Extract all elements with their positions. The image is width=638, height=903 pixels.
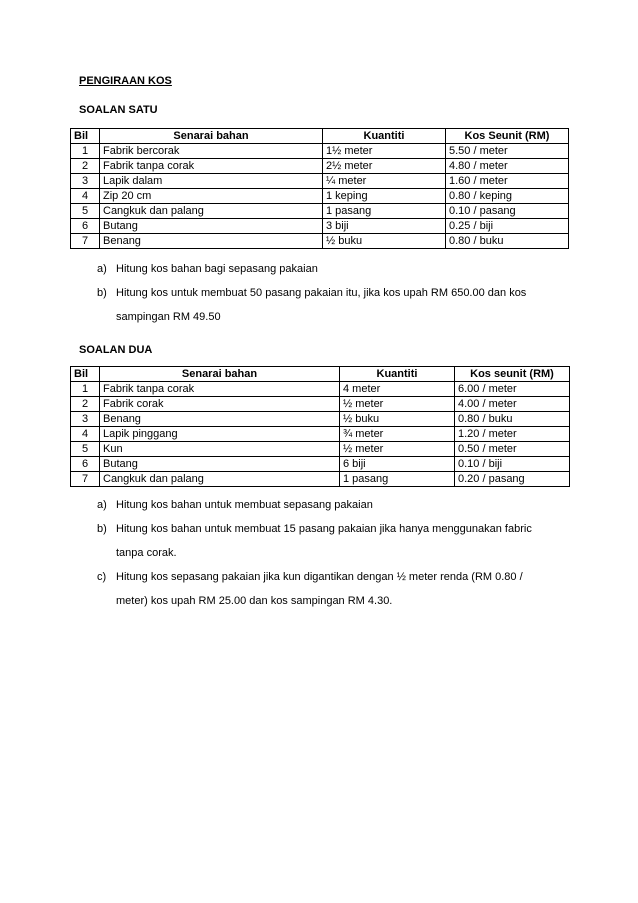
question-text: Hitung kos untuk membuat 50 pasang pakaian itu, jika kos upah RM 650.00 dan kos: [116, 287, 527, 299]
cell-kos: 4.80 / meter: [446, 159, 569, 174]
table-header-row: [71, 367, 570, 382]
cell-kuantiti: 1½ meter: [323, 144, 446, 159]
cell-bil: 6: [71, 457, 100, 472]
section1-questions: [97, 259, 526, 328]
question-text: Hitung kos bahan bagi sepasang pakaian: [116, 263, 318, 275]
header-kuantiti: Kuantiti: [340, 367, 455, 382]
question-marker: b): [97, 523, 107, 535]
cell-bahan: Zip 20 cm: [100, 189, 323, 204]
cell-kos: 4.00 / meter: [455, 397, 570, 412]
cell-bahan: Lapik dalam: [100, 174, 323, 189]
cell-bil: 5: [71, 204, 100, 219]
section1-title: SOALAN SATU: [79, 104, 158, 116]
question-text-continued: meter) kos upah RM 25.00 dan kos sampingan RM 4.30.: [116, 595, 393, 607]
cell-kuantiti: 4 meter: [340, 382, 455, 397]
cell-kos: 0.10 / pasang: [446, 204, 569, 219]
cell-kos: 0.80 / buku: [446, 234, 569, 249]
section2-questions: [97, 495, 532, 612]
table-row: [71, 427, 570, 442]
cell-kos: 0.50 / meter: [455, 442, 570, 457]
table-row: [71, 382, 570, 397]
list-item: [97, 519, 532, 564]
question-marker: a): [97, 263, 107, 275]
cell-bil: 2: [71, 397, 100, 412]
header-kos-seunit: Kos Seunit (RM): [446, 129, 569, 144]
header-kuantiti: Kuantiti: [323, 129, 446, 144]
section1-table: [70, 128, 569, 249]
cell-kos: 0.80 / buku: [455, 412, 570, 427]
cell-bil: 1: [71, 144, 100, 159]
table-row: [71, 472, 570, 487]
header-senarai-bahan: Senarai bahan: [100, 367, 340, 382]
cell-kuantiti: 1 pasang: [340, 472, 455, 487]
header-senarai-bahan: Senarai bahan: [100, 129, 323, 144]
header-bil: Bil: [71, 367, 100, 382]
cell-bahan: Benang: [100, 412, 340, 427]
cell-bahan: Fabrik tanpa corak: [100, 382, 340, 397]
cell-bahan: Fabrik bercorak: [100, 144, 323, 159]
cell-bil: 3: [71, 174, 100, 189]
cell-bahan: Butang: [100, 219, 323, 234]
cell-kos: 1.60 / meter: [446, 174, 569, 189]
table-row: [71, 442, 570, 457]
question-text: Hitung kos bahan untuk membuat 15 pasang pakaian jika hanya menggunakan fabric: [116, 523, 532, 535]
table-header-row: [71, 129, 569, 144]
cell-kuantiti: 2½ meter: [323, 159, 446, 174]
cell-kos: 6.00 / meter: [455, 382, 570, 397]
table-row: [71, 159, 569, 174]
cell-kos: 1.20 / meter: [455, 427, 570, 442]
question-text: Hitung kos bahan untuk membuat sepasang pakaian: [116, 499, 373, 511]
cell-bahan: Lapik pinggang: [100, 427, 340, 442]
cell-bil: 6: [71, 219, 100, 234]
cell-kuantiti: 6 biji: [340, 457, 455, 472]
cell-kuantiti: ½ buku: [340, 412, 455, 427]
cell-kuantiti: 1 keping: [323, 189, 446, 204]
cell-bahan: Benang: [100, 234, 323, 249]
cell-kos: 0.80 / keping: [446, 189, 569, 204]
cell-kuantiti: 1 pasang: [323, 204, 446, 219]
list-item: [97, 567, 532, 612]
cell-bil: 4: [71, 427, 100, 442]
table-row: [71, 457, 570, 472]
cell-kuantiti: 3 biji: [323, 219, 446, 234]
cell-bil: 5: [71, 442, 100, 457]
cell-bahan: Fabrik corak: [100, 397, 340, 412]
cell-bil: 1: [71, 382, 100, 397]
cell-kos: 0.20 / pasang: [455, 472, 570, 487]
table-row: [71, 174, 569, 189]
section2-table: [70, 366, 570, 487]
question-marker: c): [97, 571, 107, 583]
cell-bahan: Butang: [100, 457, 340, 472]
question-marker: b): [97, 287, 107, 299]
cell-bil: 4: [71, 189, 100, 204]
cell-bahan: Kun: [100, 442, 340, 457]
cell-bil: 7: [71, 472, 100, 487]
question-marker: a): [97, 499, 107, 511]
cell-bil: 7: [71, 234, 100, 249]
cell-bahan: Cangkuk dan palang: [100, 472, 340, 487]
cell-bahan: Fabrik tanpa corak: [100, 159, 323, 174]
section2-title: SOALAN DUA: [79, 344, 153, 356]
cell-kuantiti: ¼ meter: [323, 174, 446, 189]
cell-kuantiti: ½ meter: [340, 442, 455, 457]
question-text: Hitung kos sepasang pakaian jika kun digantikan dengan ½ meter renda (RM 0.80 /: [116, 571, 523, 583]
list-item: [97, 259, 526, 280]
header-kos-seunit: Kos seunit (RM): [455, 367, 570, 382]
list-item: [97, 495, 532, 516]
page-heading: PENGIRAAN KOS: [79, 75, 172, 87]
cell-bil: 2: [71, 159, 100, 174]
table-row: [71, 189, 569, 204]
list-item: [97, 283, 526, 328]
cell-kuantiti: ½ buku: [323, 234, 446, 249]
question-text-continued: tanpa corak.: [116, 547, 177, 559]
table-row: [71, 204, 569, 219]
header-bil: Bil: [71, 129, 100, 144]
table-row: [71, 412, 570, 427]
cell-bil: 3: [71, 412, 100, 427]
cell-kuantiti: ½ meter: [340, 397, 455, 412]
question-text-continued: sampingan RM 49.50: [116, 311, 221, 323]
table-row: [71, 234, 569, 249]
table-row: [71, 397, 570, 412]
cell-kuantiti: ¾ meter: [340, 427, 455, 442]
cell-kos: 0.25 / biji: [446, 219, 569, 234]
table-row: [71, 219, 569, 234]
table-row: [71, 144, 569, 159]
cell-bahan: Cangkuk dan palang: [100, 204, 323, 219]
cell-kos: 5.50 / meter: [446, 144, 569, 159]
cell-kos: 0.10 / biji: [455, 457, 570, 472]
